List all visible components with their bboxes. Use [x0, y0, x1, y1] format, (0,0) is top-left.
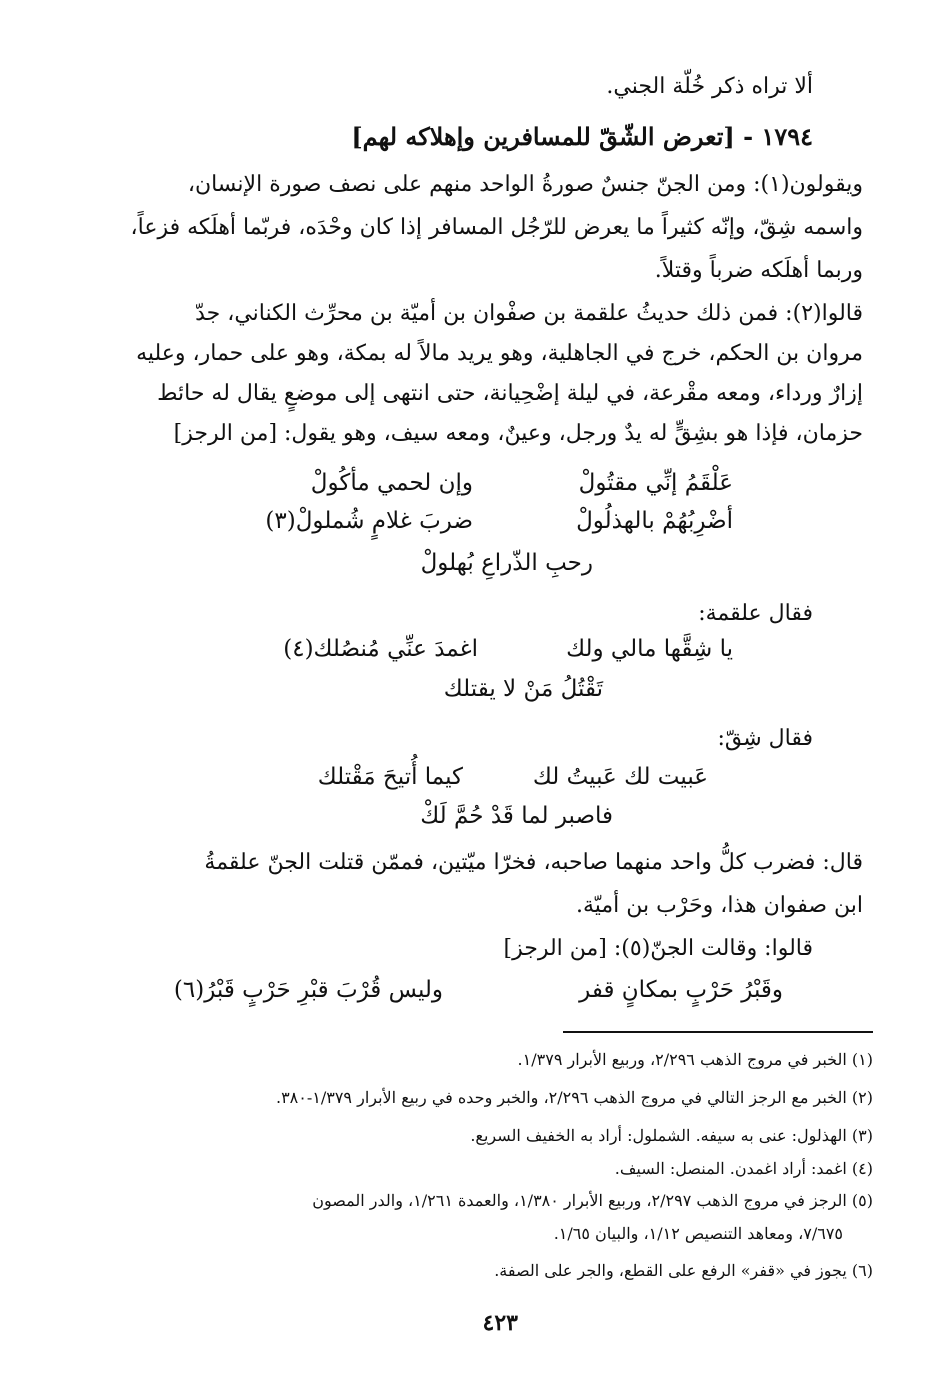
paragraph-line: ابن صفوان هذا، وحَرْب بن أميّة. [575, 893, 863, 918]
verse-hemistich: وليس قُرْبَ قبْرِ حَرْبٍ قَبْرُ(٦) [173, 977, 443, 1003]
verse-hemistich: عَبيت لك عَبيتُ لك [532, 764, 708, 790]
paragraph-line: قالوا(٢): فمن ذلك حديثُ علقمة بن صفْوان بن أميّة بن محرِّث الكناني، جدّ [195, 301, 863, 326]
footnote: (٥) الرجز في مروج الذهب ٢/٢٩٧، وربيع الأبرار ١/٣٨٠، والعمدة ١/٢٦١، والدر المصون [312, 1191, 873, 1210]
speaker-label: فقال شِقّ: [717, 726, 813, 751]
section-number: ١٧٩٤ [761, 122, 813, 151]
paragraph-line: قال: فضرب كلُّ واحد منهما صاحبه، فخرّا ميّتين، فممّن قتلت الجنّ علقمةُ [204, 850, 863, 875]
footnote-separator [563, 1031, 873, 1033]
paragraph-line: مروان بن الحكم، خرج في الجاهلية، وهو يريد مالاً له بمكة، وهو على حمار، وعليه [136, 341, 863, 366]
page-number: ٤٢٣ [482, 1310, 518, 1336]
paragraph-line: وربما أهلَكه ضرباً وقتلاً. [654, 258, 863, 283]
footnote: ٧/٦٧٥، ومعاهد التنصيص ١/١٢، والبيان ١/٦٥. [553, 1224, 843, 1243]
footnote: (٣) الهذلول: عنى به سيفه. الشملول: أراد به الخفيف السريع. [470, 1126, 873, 1145]
verse-hemistich: وإن لحمي مأكُولْ [310, 470, 473, 496]
verse-hemistich: ضربَ غلامٍ شُملولْ(٣) [265, 508, 473, 534]
footnote: (٤) اغمد: أراد اغمدن. المنصل: السيف. [614, 1159, 873, 1178]
verse-hemistich: كيما أُتيحَ مَقْتلك [317, 764, 463, 790]
verse-line: فاصبر لما قَدْ حُمَّ لَكْ [420, 803, 613, 829]
verse-line: تَقْتُلُ مَنْ لا يقتلك [443, 676, 603, 702]
paragraph-line: حزمان، فإذا هو بشِقٍّ له يدٌ ورجل، وعينٌ، ومعه سيف، وهو يقول: [من الرجز] [173, 421, 863, 446]
footnote: (٦) يجوز في «قفر» الرفع على القطع، والجر على الصفة. [494, 1261, 873, 1280]
intro-line: ألا تراه ذكر خُلّة الجني. [606, 74, 813, 99]
speaker-label: قالوا: وقالت الجنّ(٥): [من الرجز] [503, 936, 813, 961]
paragraph-line: إزارٌ ورداء، ومعه مقْرعة، في ليلة إضْحِيانة، حتى انتهى إلى موضعٍ يقال له حائط [157, 381, 863, 406]
section-heading [351, 122, 813, 151]
paragraph-line: ويقولون(١): ومن الجنّ جنسٌ صورةُ الواحد منهم على نصف صورة الإنسان، [187, 172, 863, 197]
verse-hemistich: أضْرِبُهُمْ بالهذلُولْ [576, 508, 733, 534]
section-title: - [تعرض الشّقّ للمسافرين وإهلاكه لهم] [351, 122, 754, 151]
verse-line: رحبِ الذّراعِ بُهلولْ [420, 550, 593, 576]
verse-hemistich: عَلْقَمُ إنِّي مقتُولْ [578, 470, 733, 496]
verse-hemistich: وقَبْرُ حَرْبٍ بمكانٍ قفر [579, 977, 783, 1003]
speaker-label: فقال علقمة: [698, 601, 813, 626]
verse-hemistich: يا شِقَّها مالي ولك [566, 636, 733, 662]
verse-hemistich: اغمدَ عنِّي مُنصُلك(٤) [283, 636, 478, 662]
footnote: (١) الخبر في مروج الذهب ٢/٢٩٦، وربيع الأبرار ١/٣٧٩. [517, 1050, 873, 1069]
footnote: (٢) الخبر مع الرجز التالي في مروج الذهب ٢/٢٩٦، والخبر وحده في ربيع الأبرار ١/٣٧٩-٣٨٠. [275, 1088, 873, 1107]
paragraph-line: واسمه شِقّ، وإنّه كثيراً ما يعرض للرّجُل المسافر إذا كان وحْدَه، فربّما أهلَكه فزعاً، [130, 215, 863, 240]
